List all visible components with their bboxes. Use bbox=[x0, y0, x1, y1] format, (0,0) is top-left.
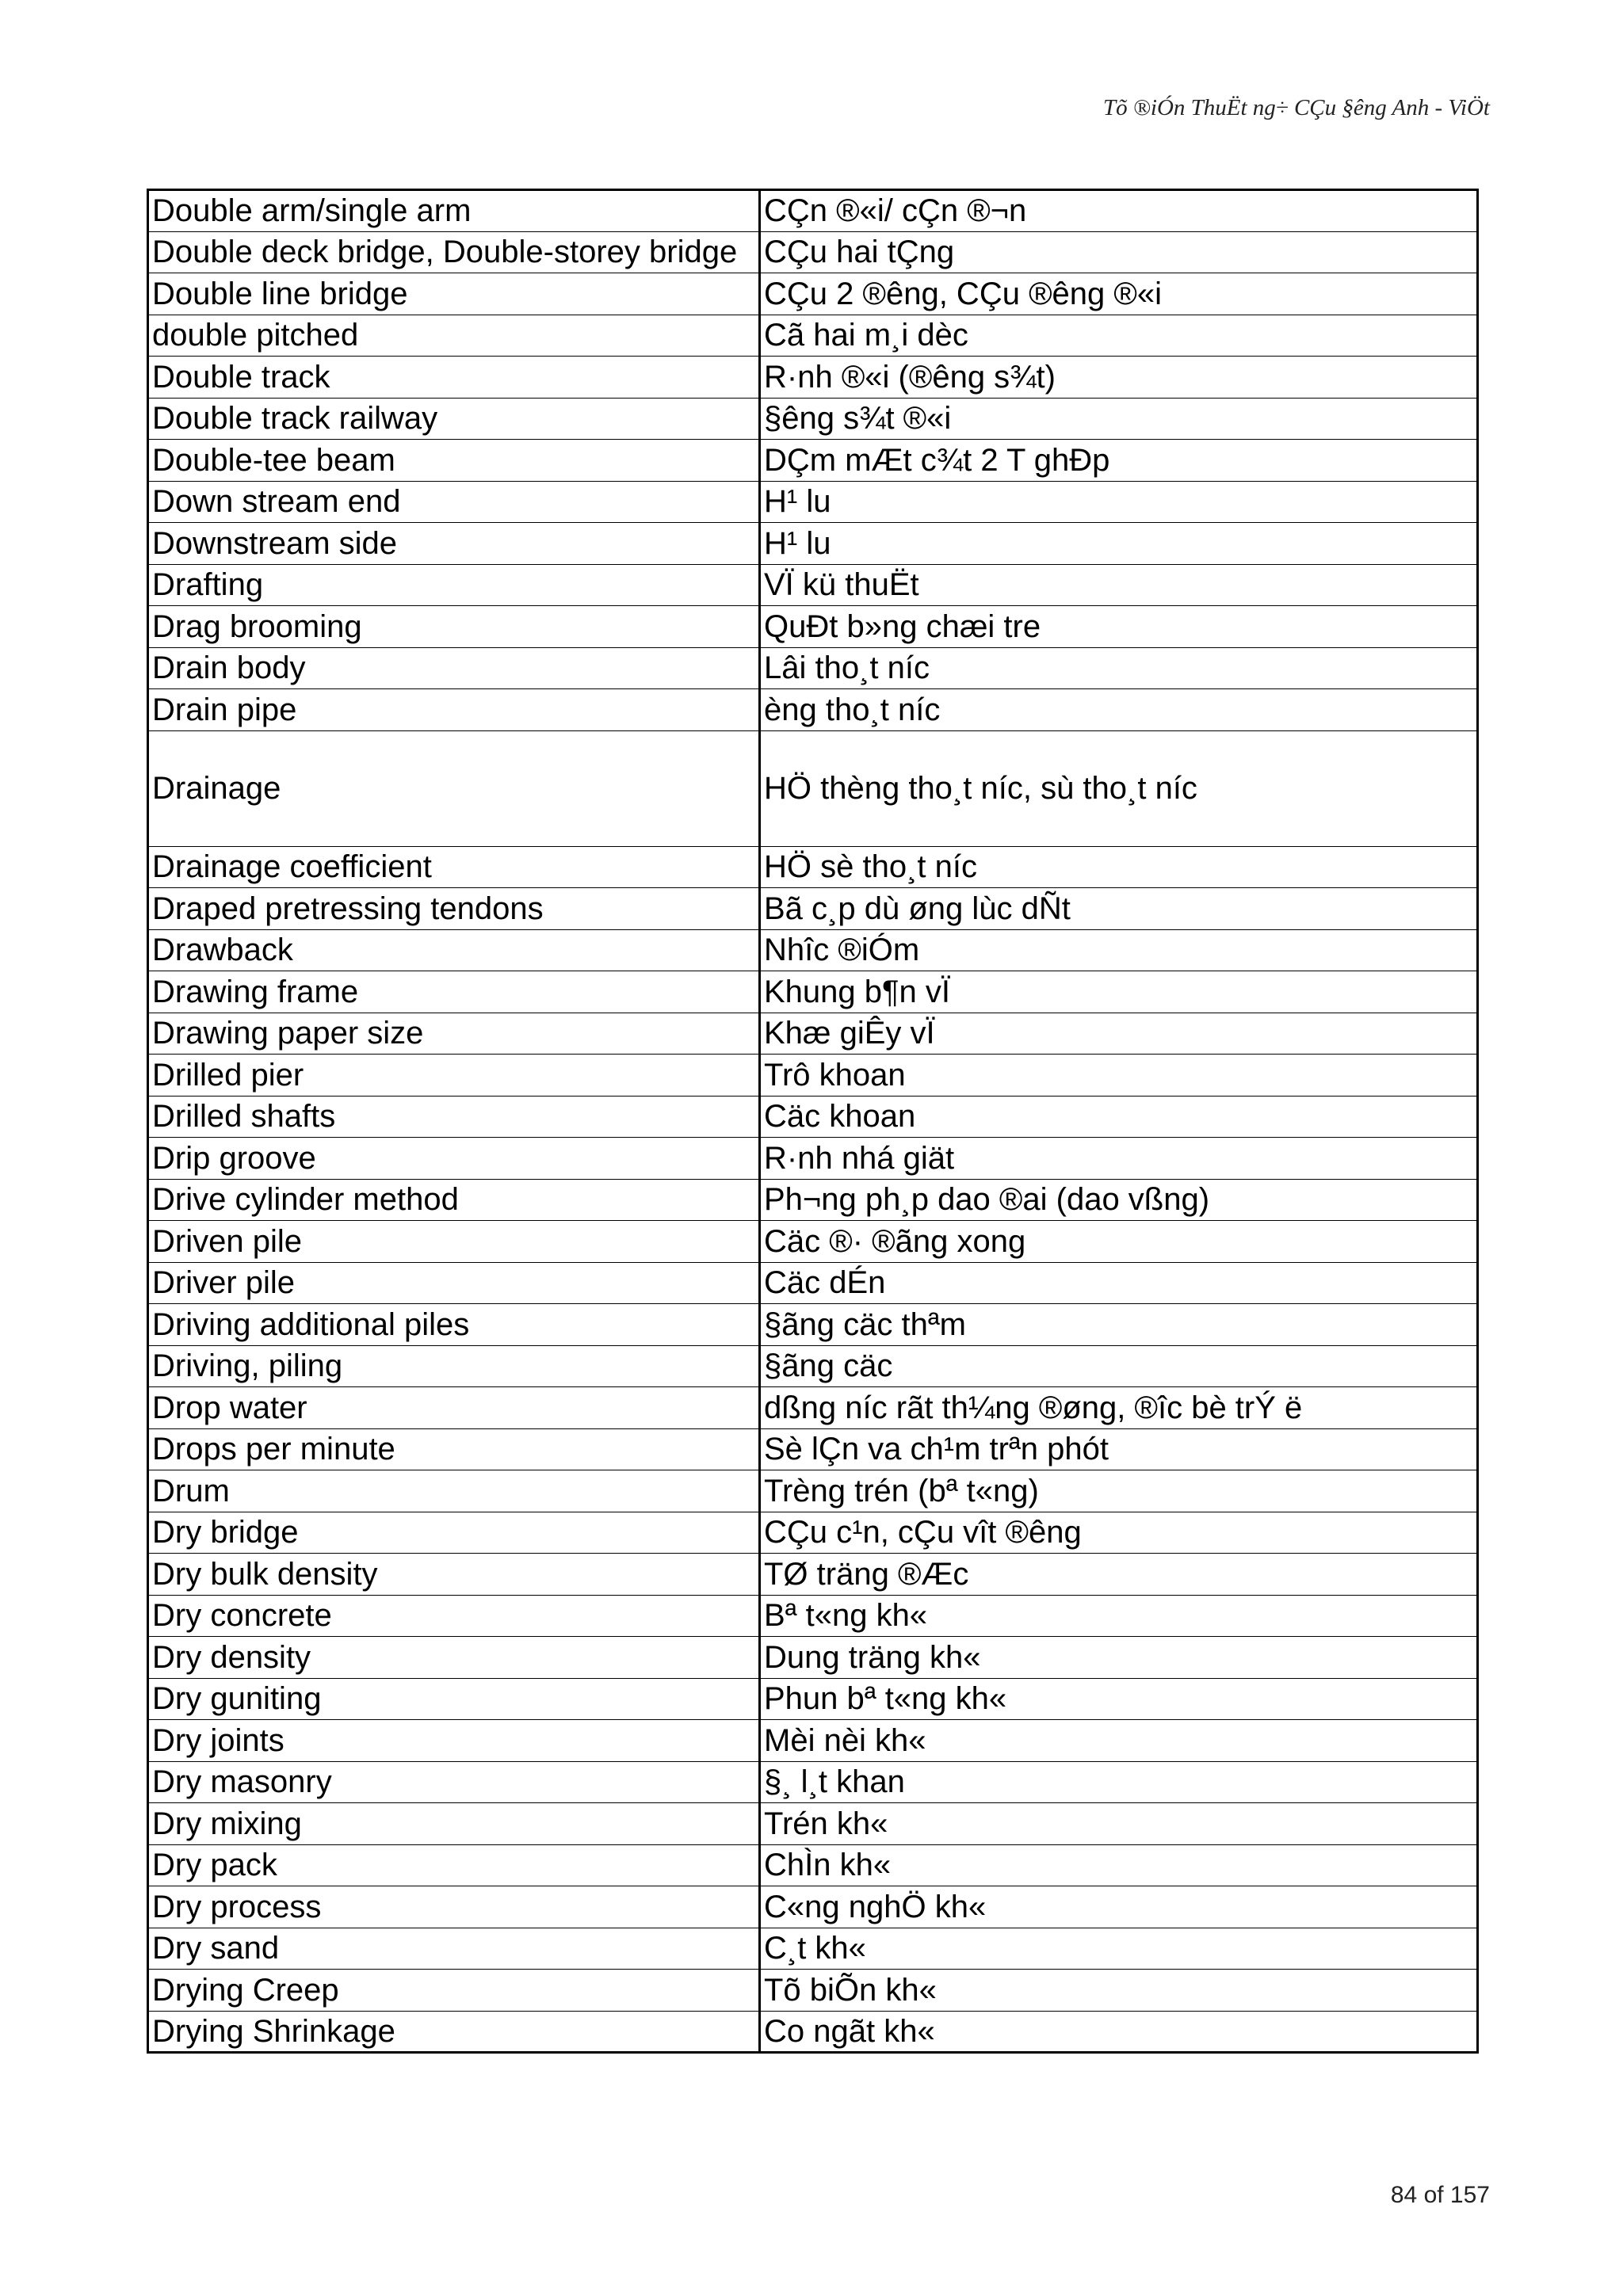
english-term-cell: Drawing paper size bbox=[148, 1013, 760, 1055]
vietnamese-term-cell: H¹ lu bbox=[760, 481, 1478, 523]
english-term-cell: Driving additional piles bbox=[148, 1304, 760, 1346]
table-row bbox=[148, 357, 1478, 399]
table-row bbox=[148, 1928, 1478, 1970]
table-row bbox=[148, 231, 1478, 273]
vietnamese-term-cell: Khung b¶n vÏ bbox=[760, 971, 1478, 1013]
vietnamese-term-cell: §¸ l¸t khan bbox=[760, 1761, 1478, 1803]
table-row bbox=[148, 1096, 1478, 1138]
vietnamese-term-cell: Phun bª t«ng kh« bbox=[760, 1678, 1478, 1720]
vietnamese-term-cell: CÇn ®«i/ cÇn ®¬n bbox=[760, 190, 1478, 232]
vietnamese-term-cell: Cäc khoan bbox=[760, 1096, 1478, 1138]
vietnamese-term-cell: Trén kh« bbox=[760, 1803, 1478, 1845]
table-row bbox=[148, 730, 1478, 846]
table-row bbox=[148, 1844, 1478, 1886]
vietnamese-term-cell: C¸t kh« bbox=[760, 1928, 1478, 1970]
vietnamese-term-cell: Dung träng kh« bbox=[760, 1637, 1478, 1679]
vietnamese-term-cell: DÇm mÆt c¾t 2 T ghÐp bbox=[760, 440, 1478, 482]
vietnamese-term-cell: Sè lÇn va ch¹m trªn phót bbox=[760, 1428, 1478, 1470]
table-row bbox=[148, 1221, 1478, 1263]
table-row bbox=[148, 440, 1478, 482]
vietnamese-term-cell: H¹ lu bbox=[760, 523, 1478, 565]
table-row bbox=[148, 1055, 1478, 1097]
table-row bbox=[148, 1720, 1478, 1762]
vietnamese-term-cell: C«ng nghÖ kh« bbox=[760, 1886, 1478, 1928]
english-term-cell: Drops per minute bbox=[148, 1428, 760, 1470]
table-row bbox=[148, 564, 1478, 606]
english-term-cell: Draped pretressing tendons bbox=[148, 888, 760, 930]
vietnamese-term-cell: Cäc ®· ®ãng xong bbox=[760, 1221, 1478, 1263]
table-row bbox=[148, 689, 1478, 731]
table-row bbox=[148, 2011, 1478, 2053]
english-term-cell: Dry bridge bbox=[148, 1512, 760, 1554]
table-row bbox=[148, 929, 1478, 971]
table-row bbox=[148, 273, 1478, 315]
table-row bbox=[148, 1428, 1478, 1470]
vietnamese-term-cell: TØ träng ®Æc bbox=[760, 1554, 1478, 1596]
vietnamese-term-cell: Trô khoan bbox=[760, 1055, 1478, 1097]
english-term-cell: Dry density bbox=[148, 1637, 760, 1679]
english-term-cell: Downstream side bbox=[148, 523, 760, 565]
english-term-cell: Drop water bbox=[148, 1387, 760, 1429]
english-term-cell: Drive cylinder method bbox=[148, 1179, 760, 1221]
table-row bbox=[148, 1179, 1478, 1221]
table-row bbox=[148, 1554, 1478, 1596]
table-row bbox=[148, 846, 1478, 888]
english-term-cell: Driver pile bbox=[148, 1262, 760, 1304]
page-header: Tõ ®iÓn ThuËt ng÷ CÇu §êng Anh - ViÖt bbox=[1102, 95, 1490, 120]
table-row bbox=[148, 398, 1478, 440]
english-term-cell: Drying Shrinkage bbox=[148, 2011, 760, 2053]
table-row bbox=[148, 1803, 1478, 1845]
vietnamese-term-cell: Mèi nèi kh« bbox=[760, 1720, 1478, 1762]
table-row bbox=[148, 647, 1478, 689]
english-term-cell: Dry masonry bbox=[148, 1761, 760, 1803]
table-row bbox=[148, 1761, 1478, 1803]
table-row bbox=[148, 315, 1478, 357]
vietnamese-term-cell: §ãng cäc thªm bbox=[760, 1304, 1478, 1346]
table-row bbox=[148, 1387, 1478, 1429]
vietnamese-term-cell: Bã c¸p dù øng lùc dÑt bbox=[760, 888, 1478, 930]
english-term-cell: Double line bridge bbox=[148, 273, 760, 315]
english-term-cell: Dry mixing bbox=[148, 1803, 760, 1845]
english-term-cell: Drafting bbox=[148, 564, 760, 606]
english-term-cell: Drainage coefficient bbox=[148, 846, 760, 888]
english-term-cell: Double track bbox=[148, 357, 760, 399]
vietnamese-term-cell: Ph¬ng ph¸p dao ®ai (dao vßng) bbox=[760, 1179, 1478, 1221]
vietnamese-term-cell: Trèng trén (bª t«ng) bbox=[760, 1470, 1478, 1512]
english-term-cell: Dry process bbox=[148, 1886, 760, 1928]
english-term-cell: Double arm/single arm bbox=[148, 190, 760, 232]
english-term-cell: Dry pack bbox=[148, 1844, 760, 1886]
vietnamese-term-cell: QuÐt b»ng chæi tre bbox=[760, 606, 1478, 648]
english-term-cell: Double-tee beam bbox=[148, 440, 760, 482]
glossary-body bbox=[148, 190, 1478, 2053]
english-term-cell: Dry bulk density bbox=[148, 1554, 760, 1596]
vietnamese-term-cell: Nhîc ®iÓm bbox=[760, 929, 1478, 971]
table-row bbox=[148, 1886, 1478, 1928]
english-term-cell: Double deck bridge, Double-storey bridge bbox=[148, 231, 760, 273]
vietnamese-term-cell: Lâi tho¸t níc bbox=[760, 647, 1478, 689]
vietnamese-term-cell: Co ngãt kh« bbox=[760, 2011, 1478, 2053]
vietnamese-term-cell: HÖ thèng tho¸t níc, sù tho¸t níc bbox=[760, 730, 1478, 846]
page-number: 84 of 157 bbox=[1390, 2182, 1490, 2208]
table-row bbox=[148, 1512, 1478, 1554]
table-row bbox=[148, 523, 1478, 565]
table-row bbox=[148, 971, 1478, 1013]
english-term-cell: Driven pile bbox=[148, 1221, 760, 1263]
english-term-cell: Drain body bbox=[148, 647, 760, 689]
vietnamese-term-cell: èng tho¸t níc bbox=[760, 689, 1478, 731]
table-row bbox=[148, 1262, 1478, 1304]
english-term-cell: Down stream end bbox=[148, 481, 760, 523]
vietnamese-term-cell: CÇu 2 ®êng, CÇu ®êng ®«i bbox=[760, 273, 1478, 315]
vietnamese-term-cell: CÇu c¹n, cÇu vît ®êng bbox=[760, 1512, 1478, 1554]
english-term-cell: Drip groove bbox=[148, 1138, 760, 1180]
english-term-cell: Drilled pier bbox=[148, 1055, 760, 1097]
english-term-cell: Drilled shafts bbox=[148, 1096, 760, 1138]
table-row bbox=[148, 1678, 1478, 1720]
table-row bbox=[148, 1345, 1478, 1387]
vietnamese-term-cell: R·nh ®«i (®êng s¾t) bbox=[760, 357, 1478, 399]
english-term-cell: Dry sand bbox=[148, 1928, 760, 1970]
table-row bbox=[148, 1138, 1478, 1180]
vietnamese-term-cell: ChÌn kh« bbox=[760, 1844, 1478, 1886]
glossary-table bbox=[147, 189, 1479, 2054]
table-row bbox=[148, 1970, 1478, 2012]
vietnamese-term-cell: §êng s¾t ®«i bbox=[760, 398, 1478, 440]
english-term-cell: double pitched bbox=[148, 315, 760, 357]
english-term-cell: Drying Creep bbox=[148, 1970, 760, 2012]
vietnamese-term-cell: Cäc dÉn bbox=[760, 1262, 1478, 1304]
table-row bbox=[148, 1637, 1478, 1679]
vietnamese-term-cell: CÇu hai tÇng bbox=[760, 231, 1478, 273]
english-term-cell: Dry guniting bbox=[148, 1678, 760, 1720]
table-row bbox=[148, 190, 1478, 232]
english-term-cell: Drag brooming bbox=[148, 606, 760, 648]
table-row bbox=[148, 1595, 1478, 1637]
english-term-cell: Dry concrete bbox=[148, 1595, 760, 1637]
table-row bbox=[148, 481, 1478, 523]
table-row bbox=[148, 1304, 1478, 1346]
english-term-cell: Drain pipe bbox=[148, 689, 760, 731]
vietnamese-term-cell: Cã hai m¸i dèc bbox=[760, 315, 1478, 357]
english-term-cell: Drawback bbox=[148, 929, 760, 971]
vietnamese-term-cell: HÖ sè tho¸t níc bbox=[760, 846, 1478, 888]
english-term-cell: Drum bbox=[148, 1470, 760, 1512]
table-row bbox=[148, 606, 1478, 648]
english-term-cell: Dry joints bbox=[148, 1720, 760, 1762]
vietnamese-term-cell: dßng níc rãt th¼ng ®øng, ®îc bè trÝ ë bbox=[760, 1387, 1478, 1429]
english-term-cell: Driving, piling bbox=[148, 1345, 760, 1387]
vietnamese-term-cell: VÏ kü thuËt bbox=[760, 564, 1478, 606]
vietnamese-term-cell: Tõ biÕn kh« bbox=[760, 1970, 1478, 2012]
table-row bbox=[148, 1013, 1478, 1055]
vietnamese-term-cell: Khæ giÊy vÏ bbox=[760, 1013, 1478, 1055]
vietnamese-term-cell: §ãng cäc bbox=[760, 1345, 1478, 1387]
english-term-cell: Drawing frame bbox=[148, 971, 760, 1013]
english-term-cell: Drainage bbox=[148, 730, 760, 846]
vietnamese-term-cell: Bª t«ng kh« bbox=[760, 1595, 1478, 1637]
english-term-cell: Double track railway bbox=[148, 398, 760, 440]
table-row bbox=[148, 1470, 1478, 1512]
vietnamese-term-cell: R·nh nhá giät bbox=[760, 1138, 1478, 1180]
table-row bbox=[148, 888, 1478, 930]
